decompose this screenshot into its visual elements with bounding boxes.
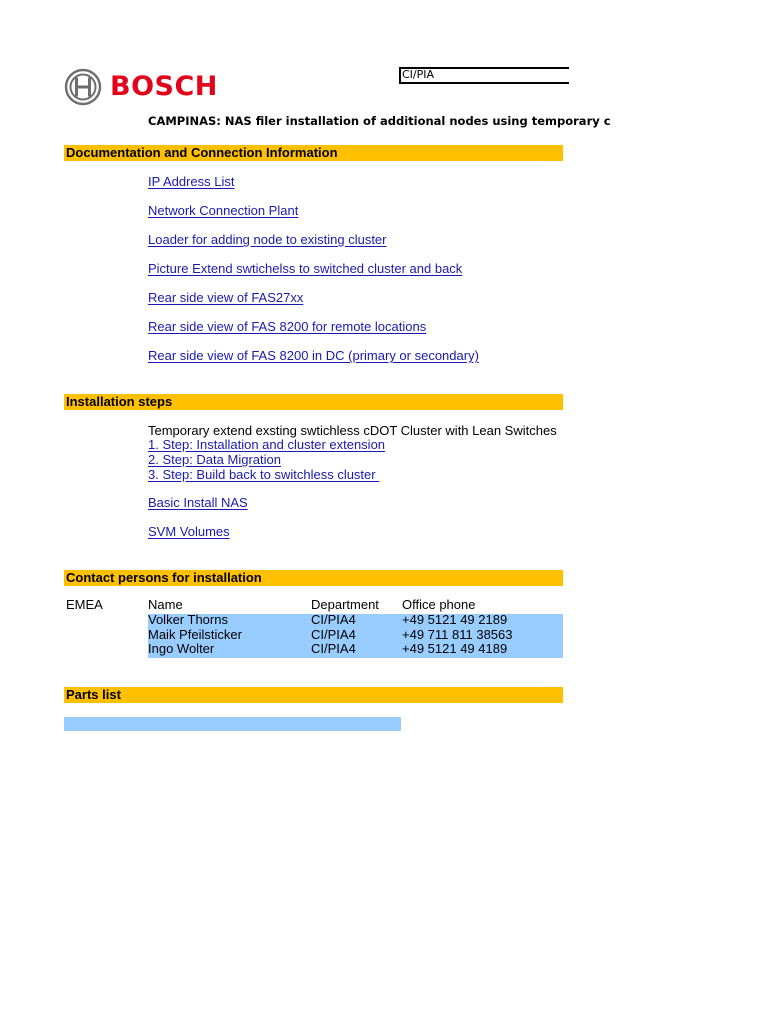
contact-phone: +49 5121 49 4189 (402, 641, 508, 656)
section-heading-contacts: Contact persons for installation (64, 570, 563, 586)
link-step-3[interactable]: 3. Step: Build back to switchless cluster (148, 467, 380, 482)
contact-name: Maik Pfeilsticker (148, 626, 242, 642)
link-network-connection-plant[interactable]: Network Connection Plant (148, 203, 299, 218)
link-step-2[interactable]: 2. Step: Data Migration (148, 452, 281, 467)
column-header-name: Name (148, 597, 183, 612)
section-heading-parts: Parts list (64, 687, 563, 703)
section-heading-installation: Installation steps (64, 394, 563, 410)
bosch-armature-icon (64, 68, 102, 106)
link-step-1[interactable]: 1. Step: Installation and cluster extension (148, 437, 386, 452)
contact-region: EMEA (66, 597, 103, 612)
installation-intro: Temporary extend exsting swtichless cDOT Cluster with Lean Switches (148, 423, 557, 438)
doc-code: CI/PIA (402, 68, 435, 81)
link-rear-fas8200-remote[interactable]: Rear side view of FAS 8200 for remote locations (148, 319, 427, 334)
link-ip-address-list[interactable]: IP Address List (148, 174, 235, 189)
contact-phone: +49 5121 49 2189 (402, 612, 508, 627)
page-title: CAMPINAS: NAS filer installation of additional nodes using temporary c (148, 114, 611, 128)
contact-name: Volker Thorns (148, 612, 228, 627)
contact-phone: +49 711 811 38563 (402, 626, 513, 642)
contact-department: CI/PIA4 (311, 626, 356, 642)
parts-list-row (64, 717, 401, 731)
column-header-department: Department (311, 597, 379, 612)
contact-name: Ingo Wolter (148, 641, 215, 656)
link-basic-install-nas[interactable]: Basic Install NAS (148, 495, 248, 510)
section-heading-documentation: Documentation and Connection Information (64, 145, 563, 161)
link-picture-extend[interactable]: Picture Extend swtichelss to switched cluster and back (148, 261, 463, 276)
link-svm-volumes[interactable]: SVM Volumes (148, 524, 230, 539)
link-rear-fas27xx[interactable]: Rear side view of FAS27xx (148, 290, 304, 305)
link-rear-fas8200-dc[interactable]: Rear side view of FAS 8200 in DC (primary or secondary) (148, 348, 479, 363)
contact-department: CI/PIA4 (311, 641, 356, 656)
contact-department: CI/PIA4 (311, 612, 356, 627)
link-loader-add-node[interactable]: Loader for adding node to existing cluster (148, 232, 387, 247)
brand-name: BOSCH (110, 71, 218, 102)
column-header-phone: Office phone (402, 597, 476, 612)
